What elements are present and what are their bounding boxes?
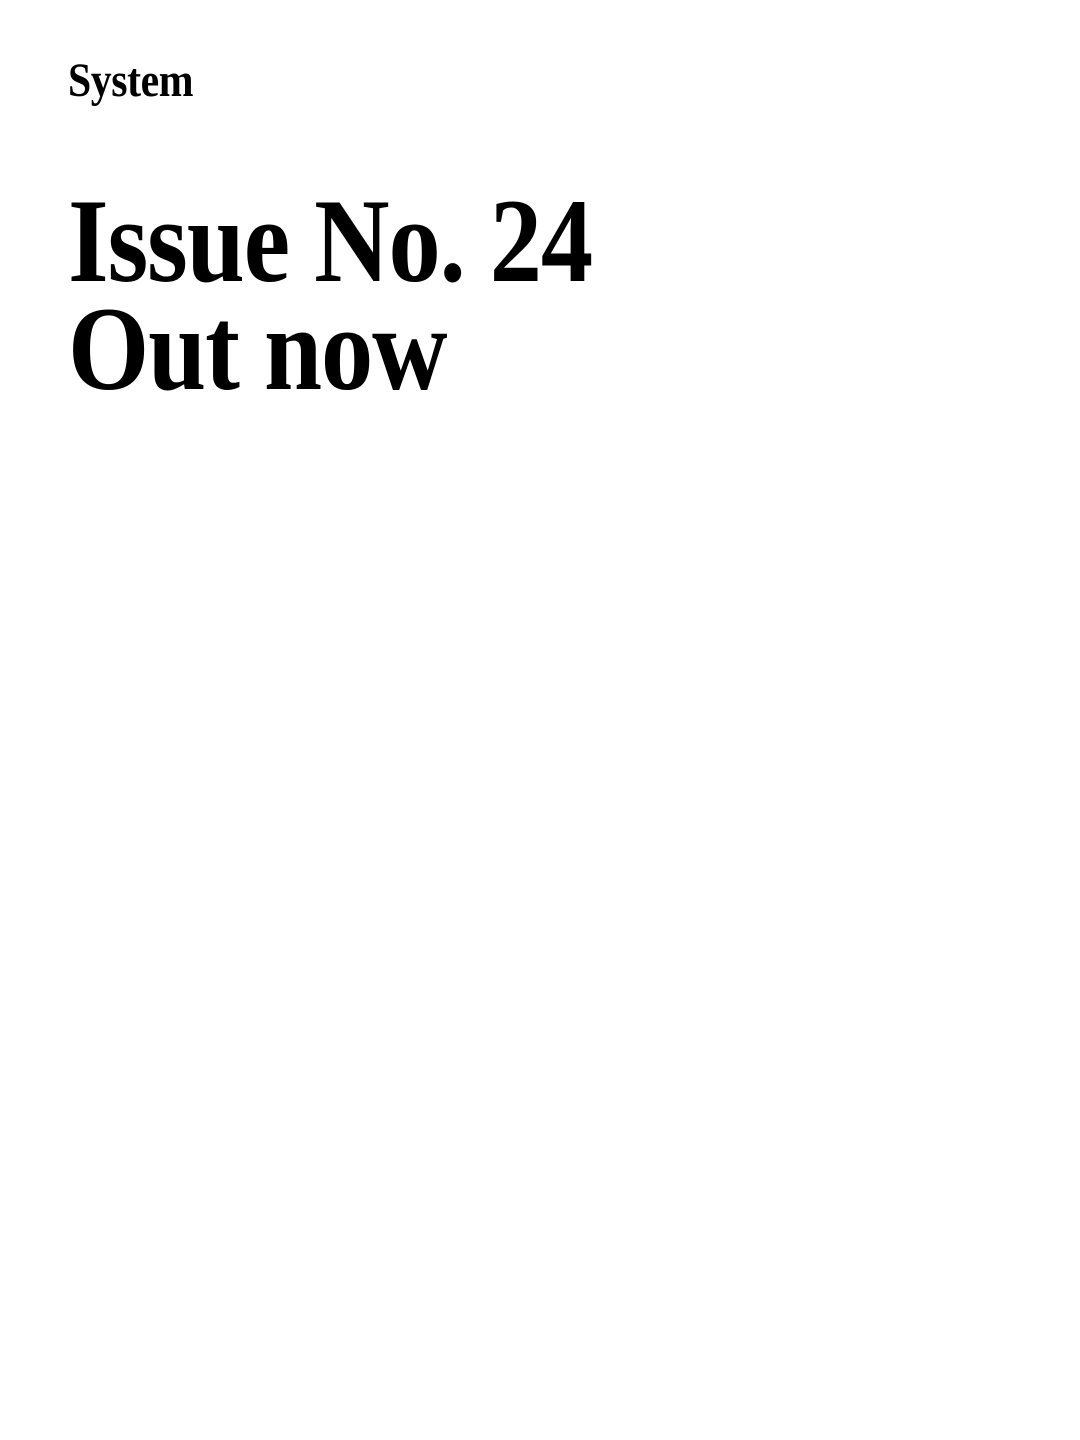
issue-headline-link[interactable] [68, 174, 896, 415]
issue-headline[interactable] [68, 174, 896, 415]
main-content [68, 174, 1020, 415]
issue-headline-line1: Issue No. 24 [68, 174, 593, 307]
system-logo[interactable]: System [68, 54, 194, 107]
issue-headline-line2: Out now [68, 282, 447, 415]
site-header [68, 54, 1020, 107]
